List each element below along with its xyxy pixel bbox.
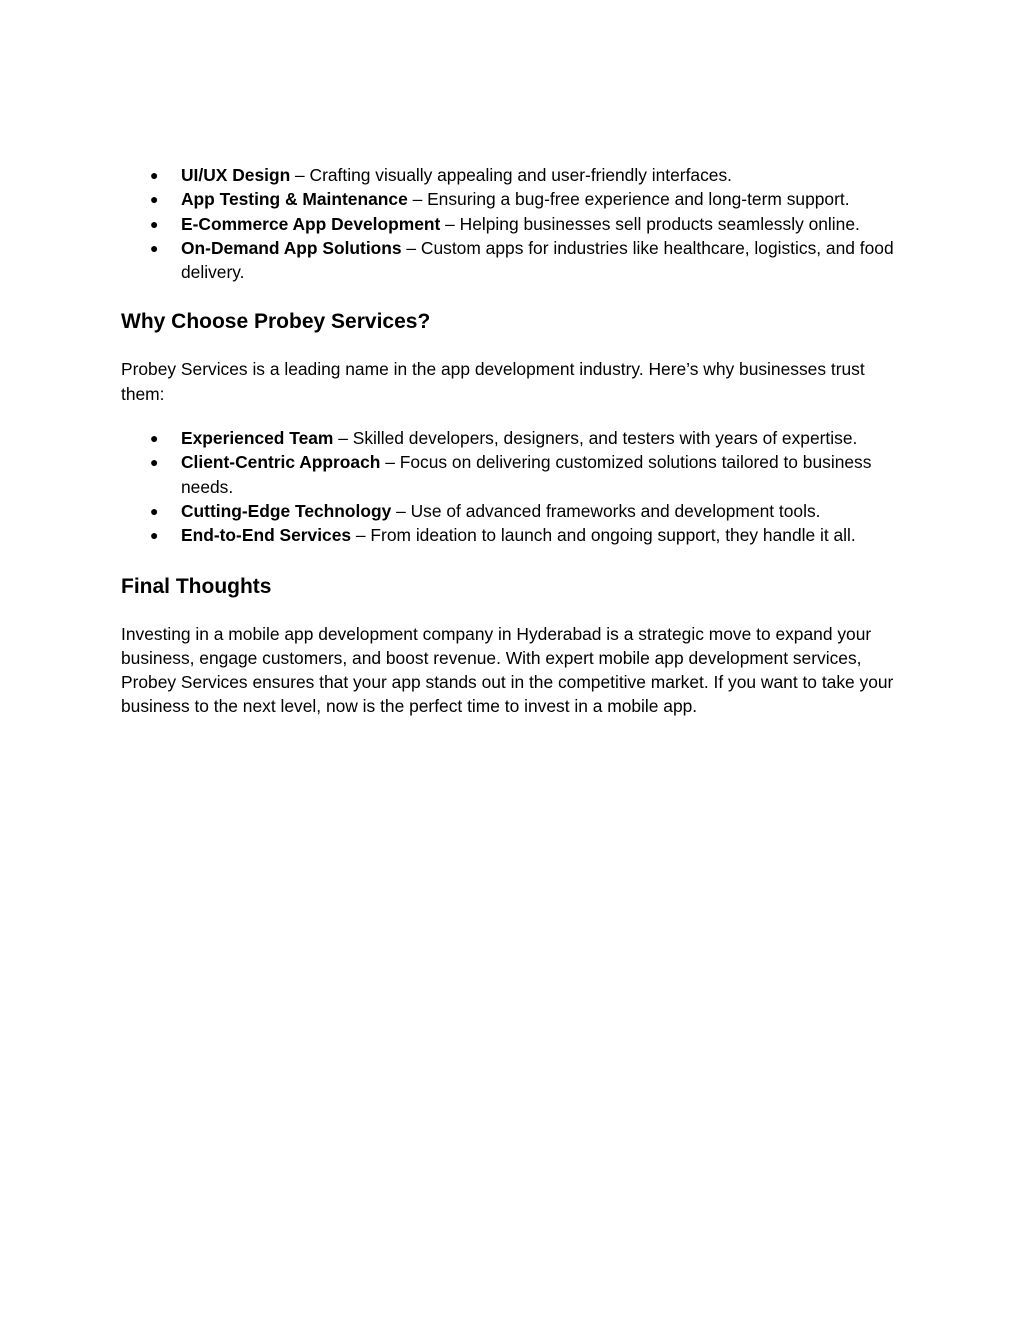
list-item xyxy=(121,499,911,523)
reasons-list xyxy=(121,426,911,547)
document-content xyxy=(121,163,911,719)
list-item xyxy=(121,163,911,187)
list-item xyxy=(121,426,911,450)
list-item-desc: – Ensuring a bug-free experience and long-term support. xyxy=(407,189,850,210)
bullet-icon: ● xyxy=(150,239,159,256)
list-item xyxy=(121,187,911,211)
list-item-term: End-to-End Services xyxy=(181,525,352,546)
bullet-icon: ● xyxy=(150,215,159,232)
list-item-desc: – Focus on delivering customized solutions tailored to business needs. xyxy=(181,452,872,497)
final-paragraph: Investing in a mobile app development company in Hyderabad is a strategic move to expand your business, engage customers, and boost revenue. With expert mobile app development services, Probey Services ensures that your app stands out in the competitive market. If you want to take your business to the next level, now is the perfect time to invest in a mobile app. xyxy=(121,623,894,717)
bullet-icon: ● xyxy=(150,191,159,208)
list-item-term: App Testing & Maintenance xyxy=(181,189,408,210)
list-item-term: Experienced Team xyxy=(181,428,334,449)
list-item-desc: – Use of advanced frameworks and development tools. xyxy=(391,500,821,521)
section-heading-why: Why Choose Probey Services? xyxy=(121,310,431,334)
list-item-desc: – Custom apps for industries like healthcare, logistics, and food delivery. xyxy=(181,237,894,283)
bullet-icon: ● xyxy=(150,167,159,183)
list-item xyxy=(121,236,911,285)
list-item-term: E-Commerce App Development xyxy=(181,213,441,234)
list-item-term: Cutting-Edge Technology xyxy=(181,500,392,521)
bullet-icon: ● xyxy=(150,430,159,447)
bullet-icon: ● xyxy=(150,527,159,544)
list-item xyxy=(121,523,911,547)
list-item xyxy=(121,450,911,499)
services-list xyxy=(121,163,911,284)
list-item-term: UI/UX Design xyxy=(181,165,291,185)
list-item-desc: – Crafting visually appealing and user-friendly interfaces. xyxy=(290,165,732,185)
why-intro-paragraph: Probey Services is a leading name in the app development industry. Here’s why businesses trust them: xyxy=(121,359,865,404)
section-heading-final: Final Thoughts xyxy=(121,574,272,598)
bullet-icon: ● xyxy=(150,502,159,519)
list-item-desc: – Skilled developers, designers, and testers with years of expertise. xyxy=(333,428,858,449)
list-item-desc: – Helping businesses sell products seamlessly online. xyxy=(440,213,860,234)
bullet-icon: ● xyxy=(150,454,159,471)
list-item-term: On-Demand App Solutions xyxy=(181,237,402,258)
list-item xyxy=(121,212,911,236)
list-item-term: Client-Centric Approach xyxy=(181,452,381,473)
list-item-desc: – From ideation to launch and ongoing support, they handle it all. xyxy=(351,525,856,546)
